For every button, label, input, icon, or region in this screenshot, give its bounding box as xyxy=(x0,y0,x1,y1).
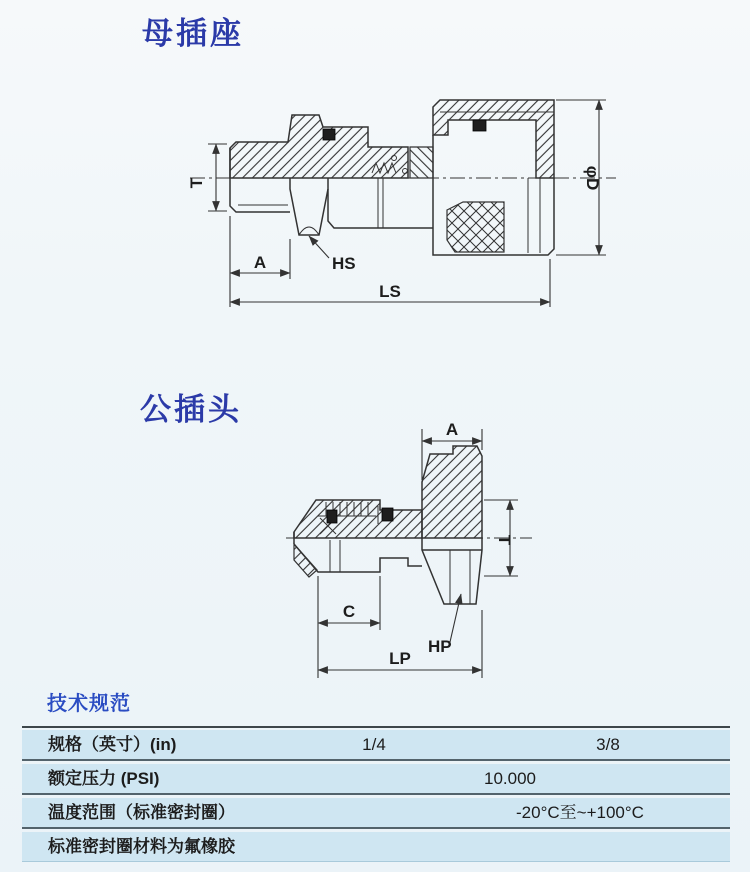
male-plug-drawing xyxy=(280,420,580,710)
spec-row-label: 额定压力 (PSI) xyxy=(48,769,160,788)
dim-label-hs: HS xyxy=(332,254,356,273)
female-socket-body xyxy=(190,100,616,255)
spec-value-pressure: 10.000 xyxy=(484,769,536,788)
dim-label-a: A xyxy=(253,253,267,272)
female-section-title: 母插座 xyxy=(142,16,244,51)
seal-oring xyxy=(382,508,393,521)
male-section-title: 公插头 xyxy=(140,392,242,427)
spec-row-pressure xyxy=(22,764,730,795)
spec-row-size xyxy=(22,730,730,761)
dim-label-t: T xyxy=(187,177,206,189)
seal-oring xyxy=(323,129,335,140)
spec-row-temperature xyxy=(22,798,730,829)
spec-value-temperature-range: -20°C至~+100°C xyxy=(516,803,644,822)
spec-value-quarter-inch: 1/4 xyxy=(362,735,386,754)
spec-row-seal-material xyxy=(22,832,730,862)
female-socket-drawing xyxy=(182,85,622,320)
dim-label-ls: LS xyxy=(379,282,401,301)
seal-oring xyxy=(327,510,337,523)
dim-label-a: A xyxy=(445,420,459,439)
seal-oring xyxy=(473,120,486,131)
dim-label-phi-d: φD xyxy=(583,165,602,191)
spec-section-title: 技术规范 xyxy=(47,693,131,715)
male-plug-body xyxy=(286,446,532,604)
spec-value-three-eighths-inch: 3/8 xyxy=(596,735,620,754)
dim-label-hp: HP xyxy=(428,637,452,656)
spec-table xyxy=(22,726,730,865)
knurl-patch xyxy=(447,202,504,252)
male-plug-dimensions xyxy=(318,429,518,678)
spec-row-label: 标准密封圈材料为氟橡胶 xyxy=(48,837,235,856)
dim-label-c: C xyxy=(342,602,356,621)
spec-row-label: 规格（英寸）(in) xyxy=(48,735,177,754)
dim-label-lp: LP xyxy=(389,649,411,668)
spec-row-label: 温度范围（标准密封圈） xyxy=(48,803,235,822)
dim-label-t: T xyxy=(495,534,514,546)
